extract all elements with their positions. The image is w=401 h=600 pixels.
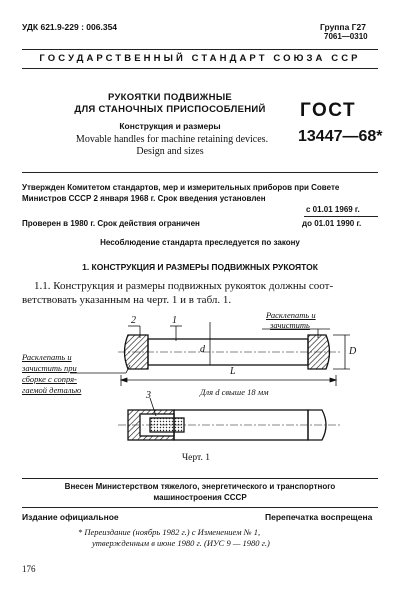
note-left-line3: сборке с сопря-	[22, 374, 77, 384]
label-d-top: d	[200, 344, 205, 355]
law-warning: Несоблюдение стандарта преследуется по закону	[100, 238, 300, 247]
header-bottom-rule	[22, 68, 378, 69]
title-ru-line1: РУКОЯТКИ ПОДВИЖНЫЕ	[107, 92, 233, 103]
note-left-line1: Расклепать и	[22, 352, 72, 362]
date-from: с 01.01 1969 г.	[306, 205, 360, 214]
handle-bottom-view	[118, 398, 340, 440]
label-L: L	[230, 366, 236, 377]
note-right-line1: Расклепать и	[266, 310, 316, 320]
checked-line: Проверен в 1980 г. Срок действия ограничен	[22, 219, 200, 228]
label-part-1: 1	[172, 315, 177, 326]
note-left-line2: зачистить при	[22, 363, 77, 373]
title-en-line1: Movable handles for machine retaining devices.	[75, 134, 269, 145]
udk-code: УДК 621.9-229 : 006.354	[22, 22, 118, 32]
gost-label: ГОСТ	[300, 100, 357, 121]
note-right-line2: зачистить	[270, 320, 310, 330]
title-en-line2: Design and sizes	[136, 146, 204, 157]
section-paragraph-line1: 1.1. Конструкция и размеры подвижных рукояток должны соот-	[34, 280, 334, 292]
section-paragraph-line2: ветствовать указанным на черт. 1 и в табл. 1.	[22, 294, 232, 306]
group-code: Группа Г27	[320, 22, 366, 32]
footer-middle-rule	[22, 507, 378, 508]
reprint-prohibited: Перепечатка воспрещена	[265, 512, 373, 522]
reissue-line1: * Переиздание (ноябрь 1982 г.) с Изменением № 1,	[78, 527, 261, 537]
page-number: 176	[22, 564, 36, 574]
introduced-line2: машиностроения СССР	[153, 493, 247, 502]
date-from-underline	[304, 216, 378, 217]
date-to: до 01.01 1990 г.	[302, 219, 362, 228]
title-bottom-rule	[22, 172, 378, 173]
label-part-2: 2	[131, 315, 136, 326]
title-ru-line2: ДЛЯ СТАНОЧНЫХ ПРИСПОСОБЛЕНИЙ	[74, 104, 266, 115]
header-top-rule	[22, 49, 378, 50]
label-big-D: D	[349, 346, 357, 357]
approval-line1: Утвержден Комитетом стандартов, мер и измерительных приборов при Совете	[22, 183, 340, 192]
official-edition: Издание официальное	[22, 512, 119, 522]
approval-line2: Министров СССР 2 января 1968 г. Срок введения установлен	[22, 194, 266, 203]
okp-code: 7061—0310	[324, 32, 368, 41]
reissue-line2: утвержденным в июне 1980 г. (ИУС 9 — 1980 г.)	[92, 538, 270, 548]
standard-title: ГОСУДАРСТВЕННЫЙ СТАНДАРТ СОЮЗА ССР	[39, 53, 361, 64]
section-heading: 1. КОНСТРУКЦИЯ И РАЗМЕРЫ ПОДВИЖНЫХ РУКОЯТОК	[82, 262, 318, 272]
introduced-line1: Внесен Министерством тяжелого, энергетического и транспортного	[64, 482, 336, 491]
note-d-over-18: Для d свыше 18 мм	[200, 387, 269, 397]
gost-number: 13447—68*	[298, 128, 383, 145]
figure-caption: Черт. 1	[182, 453, 210, 463]
footer-top-rule	[22, 478, 378, 479]
handle-top-view	[118, 335, 340, 369]
label-part-3: 3	[146, 390, 151, 401]
note-left-line4: гаемой деталью	[22, 385, 82, 395]
subtitle-ru: Конструкция и размеры	[119, 121, 221, 131]
